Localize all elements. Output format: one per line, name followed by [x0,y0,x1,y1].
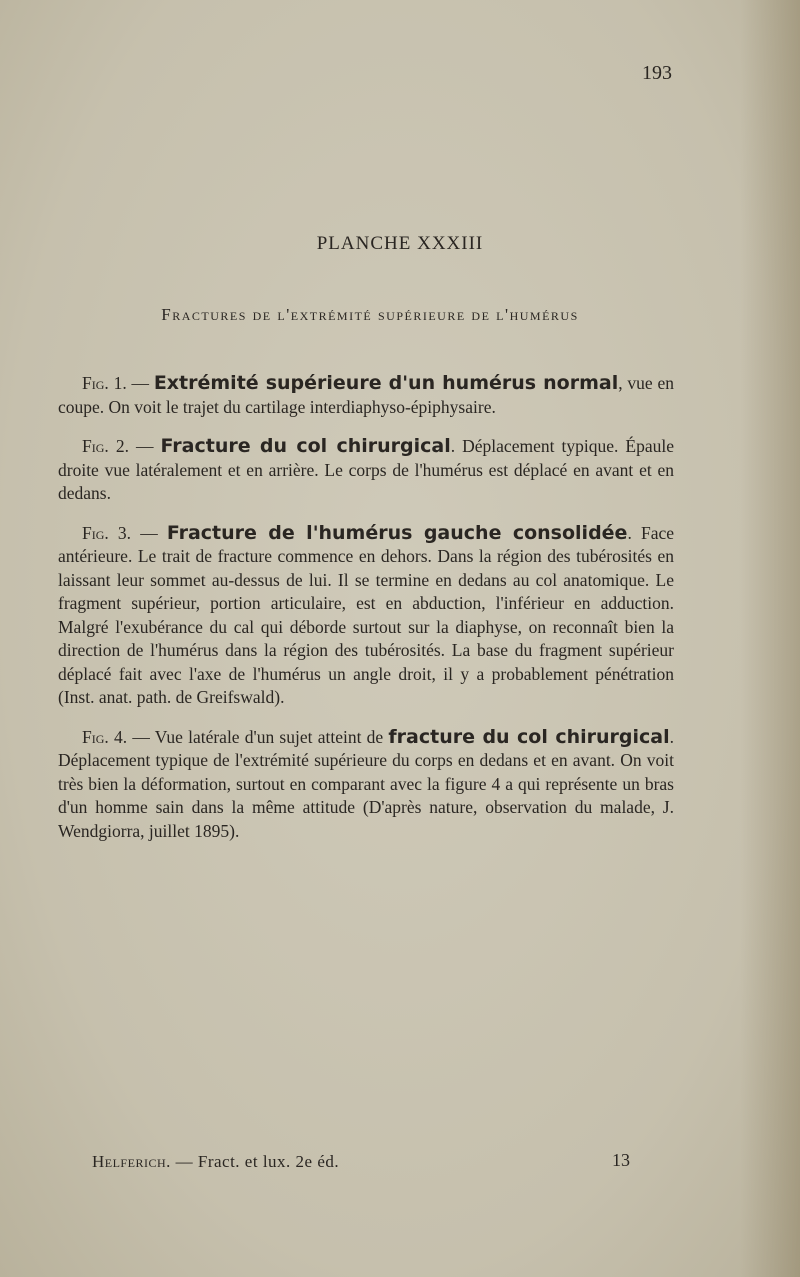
footer-title: — Fract. et lux. 2e éd. [170,1152,340,1171]
caption-dash: — [127,726,155,747]
figure-label: Fig. 2. [82,436,129,456]
caption-dash: — [126,373,154,393]
figure-caption-1 [58,372,674,419]
caption-text: , vue en coupe. On voit le trajet du cartilage interdiaphyso-épiphysaire. [58,373,674,417]
plate-title: PLANCHE XXXIII [316,233,484,254]
section-title: Fractures de l'extrémité supérieure de l'humérus [161,305,579,324]
figure-caption-2 [58,435,674,506]
figure-label: Fig. 1. [82,373,127,393]
page-number: 193 [642,62,672,84]
caption-dash: — [131,522,167,543]
figure-captions [58,372,674,859]
caption-term: Extrémité supérieure d'un humérus normal [153,372,619,394]
caption-text: . Déplacement typique de l'extrémité supérieure du corps en dedans et en avant. On voit très bien la déformation, surtout en comparant avec la figure 4 a qui représente un bras d'un homme sain dans la même attitude (D'après nature, observation du malade, J. Wendgiorra, juillet 1895). [58,726,674,841]
page-edge-shading [740,0,800,1277]
figure-caption-4 [58,726,674,844]
signature-mark: 13 [612,1150,630,1170]
caption-text: . Face antérieure. Le trait de fracture commence en dehors. Dans la région des tubérosités en laissant leur sommet au-dessus de lui. Il se termine en dedans au col anatomique. Le fragment supérieur, portion articulaire, est en abduction, l'inférieur en adduction. Malgré l'exubérance du cal qui déborde surtout sur la diaphyse, on reconnaît bien la direction de l'humérus dans la région des tubérosités. La base du fragment supérieur déplacé fait avec l'axe de l'humérus un angle droit, il y a probablement pénétration (Inst. anat. path. de Greifswald). [58,522,675,707]
caption-text: . Déplacement typique. Épaule droite vue latéralement et en arrière. Le corps de l'humérus est déplacé en avant et en dedans. [58,436,674,503]
footer-reference [92,1152,339,1172]
caption-pre: Vue latérale d'un sujet atteint de [154,726,389,747]
figure-label: Fig. 4. [82,726,128,747]
figure-label: Fig. 3. [82,522,132,543]
caption-term: Fracture de l'humérus gauche consolidée [166,521,628,544]
caption-term: Fracture du col chirurgical [160,435,451,457]
caption-dash: — [128,436,161,456]
footer-author: Helferich. [92,1152,171,1171]
caption-term: fracture du col chirurgical [388,725,670,748]
figure-caption-3 [58,522,674,710]
